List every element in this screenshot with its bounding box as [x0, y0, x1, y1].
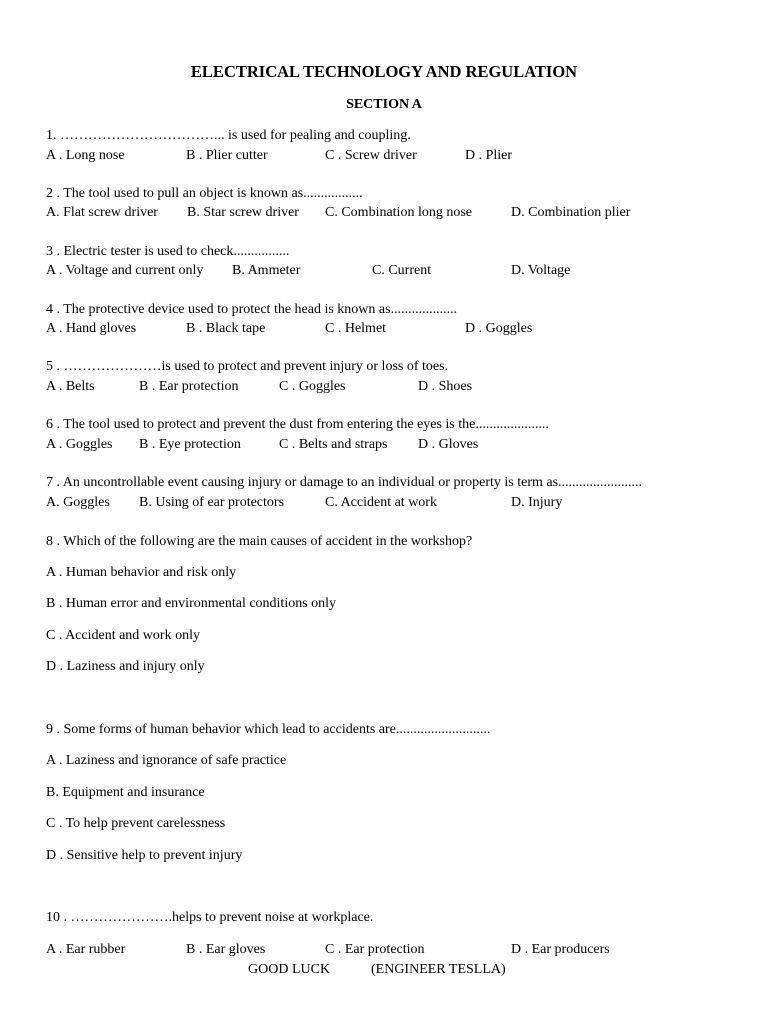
q3-option-c: C. Current [372, 263, 432, 278]
question-9: 9 . Some forms of human behavior which lead to accidents are........................... [46, 722, 491, 737]
q4-option-b: B . Black tape [186, 321, 266, 336]
q4-option-d: D . Goggles [465, 321, 533, 336]
question-2: 2 . The tool used to pull an object is known as................. [46, 186, 363, 201]
question-7: 7 . An uncontrollable event causing injury or damage to an individual or property is term as........................ [46, 475, 643, 490]
q6-option-a: A . Goggles [46, 437, 113, 452]
q5-option-d: D . Shoes [418, 379, 473, 394]
question-6: 6 . The tool used to protect and prevent the dust from entering the eyes is the..................... [46, 417, 549, 432]
q9-option-c: C . To help prevent carelessness [46, 816, 226, 831]
footer-author: (ENGINEER TESLLA) [371, 962, 506, 977]
q10-option-d: D . Ear producers [511, 942, 610, 957]
q1-option-a: A . Long nose [46, 148, 125, 163]
q2-option-d: D. Combination plier [511, 205, 631, 220]
question-5: 5 . …………………is used to protect and prevent injury or loss of toes. [46, 359, 449, 374]
q6-option-b: B . Eye protection [139, 437, 241, 452]
q2-option-b: B. Star screw driver [187, 205, 299, 220]
q8-option-a: A . Human behavior and risk only [46, 565, 237, 580]
q7-option-c: C. Accident at work [325, 495, 437, 510]
q8-option-b: B . Human error and environmental conditions only [46, 596, 337, 611]
q2-option-c: C. Combination long nose [325, 205, 472, 220]
q2-option-a: A. Flat screw driver [46, 205, 158, 220]
q3-option-d: D. Voltage [511, 263, 571, 278]
q5-option-b: B . Ear protection [139, 379, 239, 394]
q4-option-c: C . Helmet [325, 321, 387, 336]
question-3: 3 . Electric tester is used to check................ [46, 244, 290, 259]
q3-option-b: B. Ammeter [232, 263, 301, 278]
q5-option-c: C . Goggles [279, 379, 346, 394]
q9-option-b: B. Equipment and insurance [46, 785, 205, 800]
q4-option-a: A . Hand gloves [46, 321, 137, 336]
section-heading: SECTION A [346, 97, 422, 112]
q10-option-b: B . Ear gloves [186, 942, 266, 957]
q6-option-c: C . Belts and straps [279, 437, 388, 452]
question-4: 4 . The protective device used to protect the head is known as................... [46, 302, 458, 317]
q5-option-a: A . Belts [46, 379, 95, 394]
q3-option-a: A . Voltage and current only [46, 263, 204, 278]
q10-option-c: C . Ear protection [325, 942, 425, 957]
q7-option-a: A. Goggles [46, 495, 110, 510]
q8-option-d: D . Laziness and injury only [46, 659, 205, 674]
q9-option-a: A . Laziness and ignorance of safe practice [46, 753, 287, 768]
footer-good-luck: GOOD LUCK [248, 962, 331, 977]
q8-option-c: C . Accident and work only [46, 628, 200, 643]
q1-option-c: C . Screw driver [325, 148, 417, 163]
question-8: 8 . Which of the following are the main causes of accident in the workshop? [46, 534, 473, 549]
q10-option-a: A . Ear rubber [46, 942, 126, 957]
question-10: 10 . ………………….helps to prevent noise at workplace. [46, 910, 374, 925]
q1-option-d: D . Plier [465, 148, 513, 163]
question-1: 1. ……………………………... is used for pealing and coupling. [46, 128, 411, 143]
q7-option-d: D. Injury [511, 495, 563, 510]
q9-option-d: D . Sensitive help to prevent injury [46, 848, 243, 863]
q7-option-b: B. Using of ear protectors [139, 495, 285, 510]
page-title: ELECTRICAL TECHNOLOGY AND REGULATION [190, 62, 578, 81]
q1-option-b: B . Plier cutter [186, 148, 268, 163]
q6-option-d: D . Gloves [418, 437, 479, 452]
